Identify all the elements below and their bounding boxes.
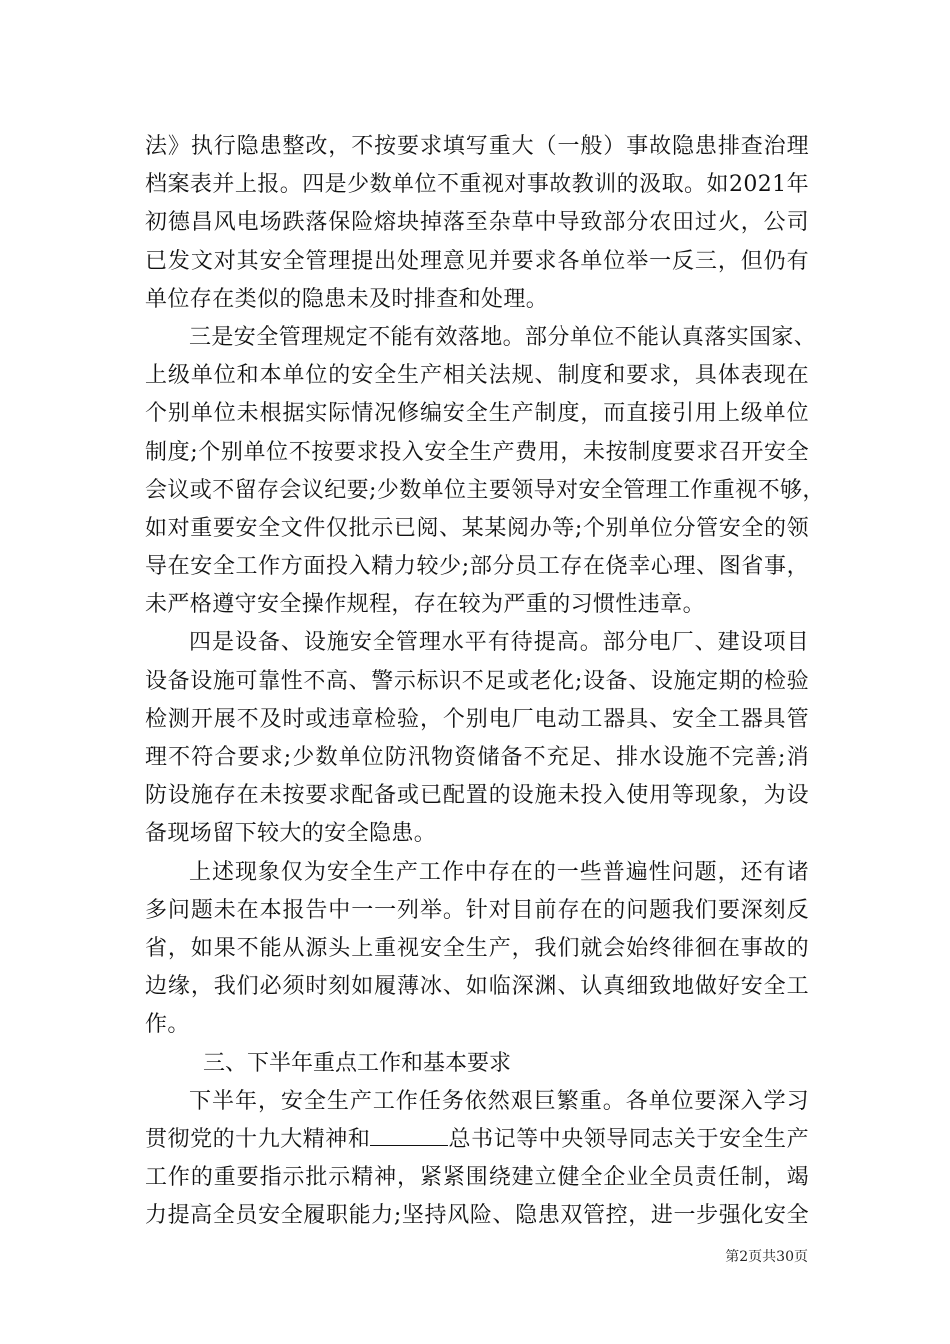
text-line-with-blank bbox=[145, 1121, 809, 1159]
text-line: 导在安全工作方面投入精力较少;部分员工存在侥幸心理、图省事， bbox=[145, 554, 809, 580]
text-line: 法》执行隐患整改，不按要求填写重大（一般）事故隐患排查治理 bbox=[145, 134, 809, 159]
text-line: 个别单位未根据实际情况修编安全生产制度，而直接引用上级单位 bbox=[145, 401, 809, 427]
text-line: 档案表并上报。四是少数单位不重视对事故教训的汲取。如2021年 bbox=[145, 172, 809, 198]
text-line: 省，如果不能从源头上重视安全生产，我们就会始终徘徊在事故的 bbox=[145, 935, 809, 961]
text-line: 设备设施可靠性不高、警示标识不足或老化;设备、设施定期的检验 bbox=[145, 668, 809, 694]
text-line: 理不符合要求;少数单位防汛物资储备不充足、排水设施不完善;消 bbox=[145, 745, 809, 770]
document-page bbox=[145, 128, 825, 1235]
text-line: 已发文对其安全管理提出处理意见并要求各单位举一反三，但仍有 bbox=[145, 248, 809, 274]
text-segment: 贯彻党的十九大精神和 bbox=[145, 1126, 371, 1152]
text-line: 未严格遵守安全操作规程，存在较为严重的习惯性违章。 bbox=[145, 592, 706, 618]
text-line: 如对重要安全文件仅批示已阅、某某阅办等;个别单位分管安全的领 bbox=[145, 515, 809, 541]
text-line: 上级单位和本单位的安全生产相关法规、制度和要求，具体表现在 bbox=[145, 363, 809, 389]
paragraph-1 bbox=[145, 128, 809, 319]
text-line: 初德昌风电场跌落保险熔块掉落至杂草中导致部分农田过火，公司 bbox=[145, 210, 809, 236]
text-line: 检测开展不及时或违章检验，个别电厂电动工器具、安全工器具管 bbox=[145, 706, 809, 732]
text-segment: 总书记等中央领导同志关于安全生产 bbox=[448, 1126, 809, 1152]
text-line: 工作的重要指示批示精神，紧紧围绕建立健全企业全员责任制，竭 bbox=[145, 1165, 809, 1191]
text-line: 力提高全员安全履职能力;坚持风险、隐患双管控，进一步强化安全 bbox=[145, 1203, 809, 1229]
paragraph-4 bbox=[145, 854, 809, 1045]
text-line: 单位存在类似的隐患未及时排查和处理。 bbox=[145, 286, 549, 312]
text-line: 边缘，我们必须时刻如履薄冰、如临深渊、认真细致地做好安全工 bbox=[145, 974, 809, 1000]
page-number: 第2页共30页 bbox=[725, 1249, 808, 1265]
text-line: 四是设备、设施安全管理水平有待提高。部分电厂、建设项目 bbox=[189, 630, 809, 656]
paragraph-2 bbox=[145, 319, 825, 625]
text-line: 会议或不留存会议纪要;少数单位主要领导对安全管理工作重视不够， bbox=[145, 477, 825, 503]
text-line: 制度;个别单位不按要求投入安全生产费用，未按制度要求召开安全 bbox=[145, 439, 809, 465]
text-line: 上述现象仅为安全生产工作中存在的一些普遍性问题，还有诸 bbox=[189, 859, 809, 885]
text-line: 下半年，安全生产工作任务依然艰巨繁重。各单位要深入学习 bbox=[189, 1088, 809, 1114]
paragraph-3 bbox=[145, 624, 809, 853]
text-line: 三是安全管理规定不能有效落地。部分单位不能认真落实国家、 bbox=[189, 324, 817, 350]
text-line: 备现场留下较大的安全隐患。 bbox=[145, 821, 437, 847]
paragraph-5 bbox=[145, 1083, 809, 1236]
text-line: 多问题未在本报告中一一列举。针对目前存在的问题我们要深刻反 bbox=[145, 897, 809, 923]
section-heading: 三、下半年重点工作和基本要求 bbox=[203, 1050, 512, 1076]
redacted-blank bbox=[370, 1125, 448, 1146]
text-line: 作。 bbox=[145, 1012, 190, 1038]
text-line: 防设施存在未按要求配备或已配置的设施未投入使用等现象，为设 bbox=[145, 783, 809, 809]
